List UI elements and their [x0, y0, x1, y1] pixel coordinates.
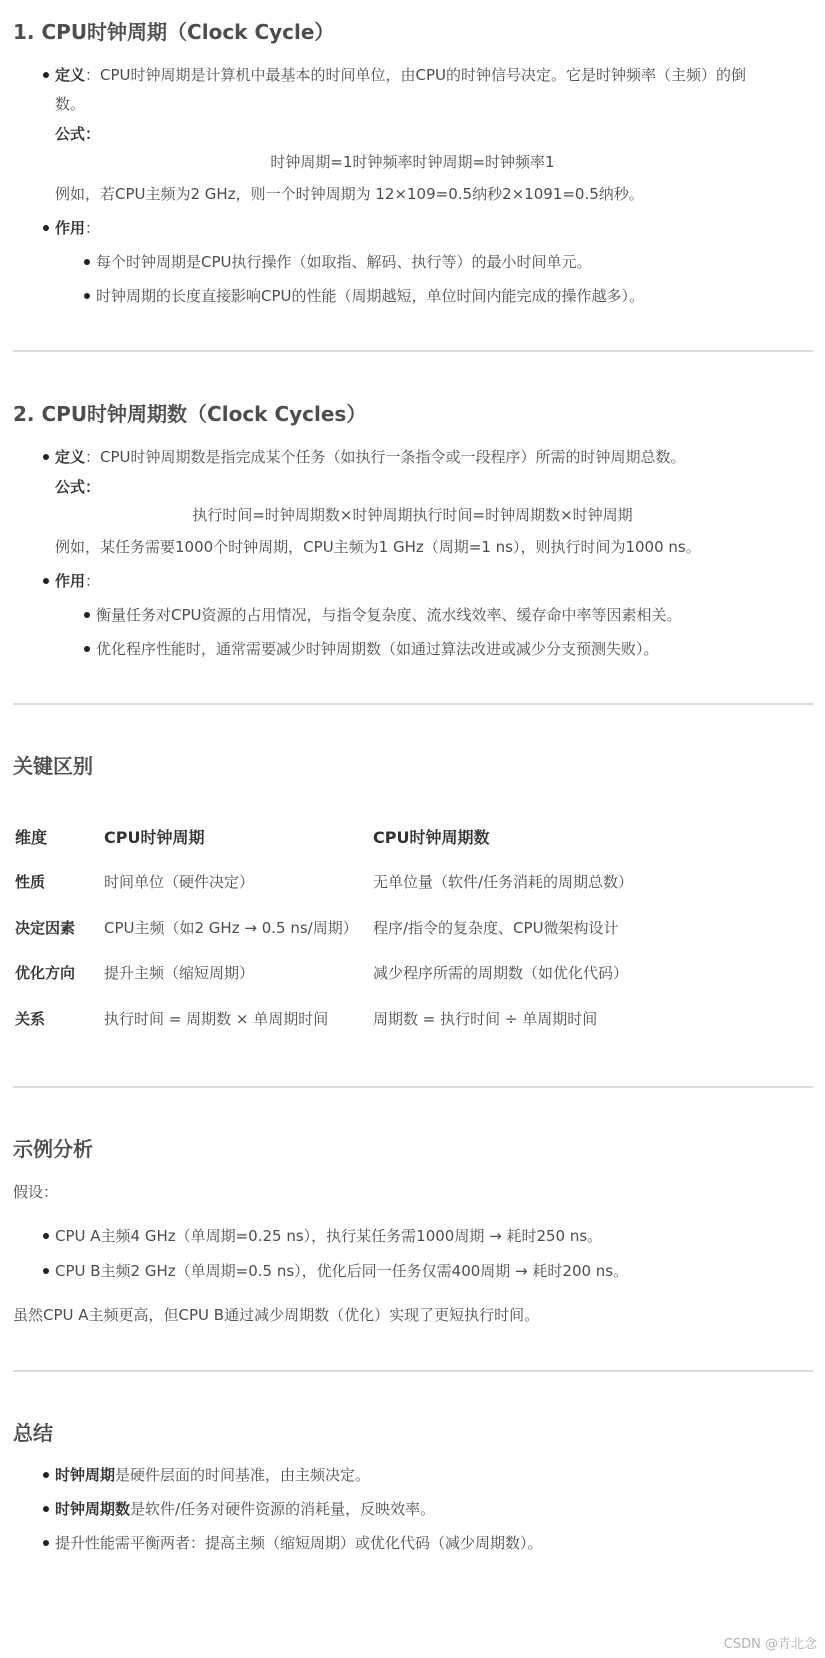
- s4-conclusion: 虽然CPU A主频更高，但CPU B通过减少周期数（优化）实现了更短执行时间。: [13, 1306, 540, 1324]
- s2-definition: [55, 446, 686, 468]
- section3-title: 关键区别: [13, 754, 93, 778]
- section2-title: 2. CPU时钟周期数（Clock Cycles）: [13, 402, 367, 426]
- watermark: CSDN @青北念: [723, 1637, 817, 1652]
- s2-example: 例如，某任务需要1000个时钟周期，CPU主频为1 GHz（周期=1 ns），则执行时间为1000 ns。: [55, 538, 701, 556]
- s2-role-label: 作用: [55, 572, 86, 590]
- s1-definition: [55, 64, 746, 86]
- divider: [13, 350, 813, 352]
- s5-item2-text: 是软件/任务对硬件资源的消耗量，反映效率。: [130, 1500, 436, 1518]
- table-cell: 减少程序所需的周期数（如优化代码）: [373, 964, 629, 982]
- s2-formula-label: 公式：: [55, 478, 101, 496]
- s1-def-text: ：CPU时钟周期是计算机中最基本的时间单位，由CPU的时钟信号决定。它是时钟频率（主频）的倒: [85, 66, 747, 84]
- s5-item: [55, 1498, 435, 1520]
- s5-item1-bold: 时钟周期: [55, 1466, 116, 1484]
- s5-item1-text: 是硬件层面的时间基准，由主频决定。: [115, 1466, 371, 1484]
- table-cell: CPU主频（如2 GHz → 0.5 ns/周期）: [104, 919, 358, 937]
- section5-title: 总结: [13, 1421, 53, 1445]
- s1-role-label: 作用: [55, 219, 86, 237]
- s2-formula: 执行时间=时钟周期数×时钟周期执行时间=时钟周期数×时钟周期: [192, 506, 633, 524]
- section1-title: 1. CPU时钟周期（Clock Cycle）: [13, 20, 335, 44]
- table-cell: 优化方向: [15, 964, 76, 982]
- s2-role-item: 优化程序性能时，通常需要减少时钟周期数（如通过算法改进或减少分支预测失败）。: [96, 640, 659, 658]
- s5-item: 提升性能需平衡两者：提高主频（缩短周期）或优化代码（减少周期数）。: [55, 1534, 543, 1552]
- s1-role-item: 每个时钟周期是CPU执行操作（如取指、解码、执行等）的最小时间单元。: [96, 253, 592, 271]
- s1-def-label: 定义: [55, 66, 86, 84]
- table-header-cell: CPU时钟周期: [104, 828, 205, 847]
- table-cell: 程序/指令的复杂度、CPU微架构设计: [373, 919, 619, 937]
- section4-title: 示例分析: [13, 1137, 93, 1161]
- table-cell: 时间单位（硬件决定）: [104, 873, 255, 891]
- divider: [13, 1086, 813, 1088]
- divider: [13, 703, 813, 705]
- s2-role: [55, 570, 100, 592]
- table-cell: 决定因素: [15, 919, 76, 937]
- s2-role-item: 衡量任务对CPU资源的占用情况，与指令复杂度、流水线效率、缓存命中率等因素相关。: [96, 606, 682, 624]
- s5-item: [55, 1464, 370, 1486]
- table-header-cell: 维度: [15, 828, 48, 847]
- s4-item: CPU B主频2 GHz（单周期=0.5 ns），优化后同一任务仅需400周期 → 耗时200 ns。: [55, 1262, 629, 1280]
- table-cell: 关系: [15, 1010, 46, 1028]
- table-cell: 无单位量（软件/任务消耗的周期总数）: [373, 873, 634, 891]
- s2-def-label: 定义: [55, 448, 86, 466]
- s4-assume: 假设：: [13, 1183, 59, 1201]
- table-cell: 性质: [15, 873, 46, 891]
- table-cell: 周期数 = 执行时间 ÷ 单周期时间: [373, 1010, 598, 1028]
- s4-item: CPU A主频4 GHz（单周期=0.25 ns），执行某任务需1000周期 → 耗时250 ns。: [55, 1227, 603, 1245]
- s2-role-colon: ：: [85, 572, 101, 590]
- s1-role-item: 时钟周期的长度直接影响CPU的性能（周期越短，单位时间内能完成的操作越多）。: [96, 287, 645, 305]
- s1-def-cont: 数。: [55, 95, 86, 113]
- table-cell: 提升主频（缩短周期）: [104, 964, 255, 982]
- s1-example: 例如，若CPU主频为2 GHz，则一个时钟周期为 12×109=0.5纳秒2×1091​=0.5纳秒。: [55, 185, 644, 203]
- table-cell: 执行时间 = 周期数 × 单周期时间: [104, 1010, 329, 1028]
- s5-item2-bold: 时钟周期数: [55, 1500, 131, 1518]
- s1-formula-label: 公式：: [55, 125, 101, 143]
- table-header-cell: CPU时钟周期数: [373, 828, 490, 847]
- divider: [13, 1370, 813, 1372]
- s1-formula: 时钟周期=1时钟频率时钟周期=时钟频率1: [270, 153, 555, 171]
- s2-def-text: ：CPU时钟周期数是指完成某个任务（如执行一条指令或一段程序）所需的时钟周期总数。: [85, 448, 686, 466]
- s1-role: [55, 217, 100, 239]
- s1-role-colon: ：: [85, 219, 101, 237]
